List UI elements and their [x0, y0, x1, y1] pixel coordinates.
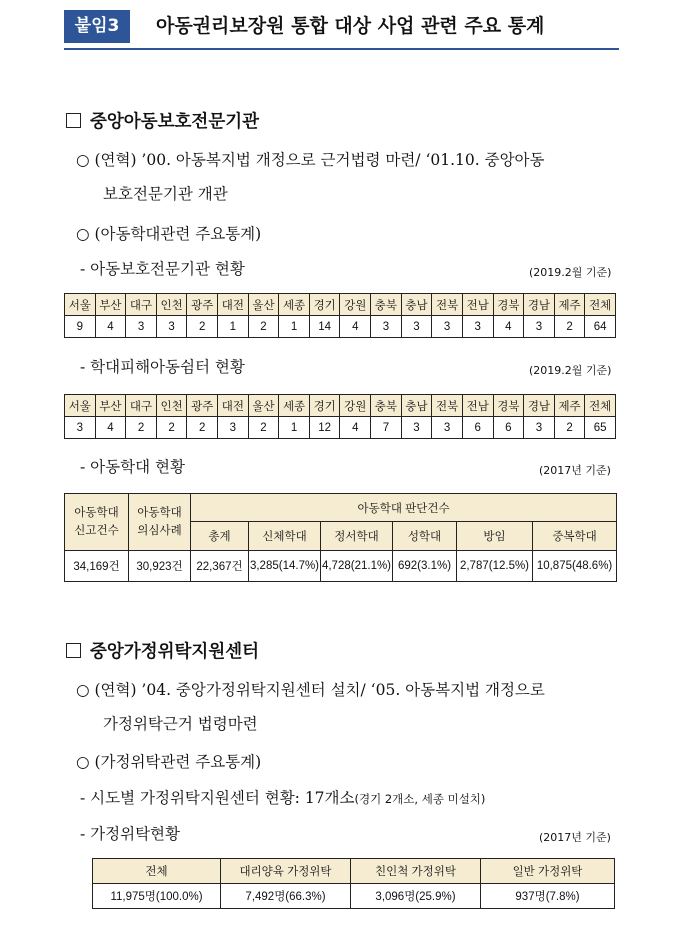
table-header-cell: 울산: [248, 395, 279, 417]
table-header-cell: 충남: [401, 395, 432, 417]
table-header-cell: 경기: [309, 294, 340, 316]
table-header-cell: 전북: [432, 294, 463, 316]
table-header-cell: 대구: [126, 294, 157, 316]
table-row: [93, 884, 615, 909]
table-header-cell: 전체: [93, 859, 221, 884]
section2-sub2-note: (2017년 기준): [539, 831, 611, 844]
section1-sub3: - 아동학대 현황: [80, 458, 185, 476]
section1-stats-heading: ○ (아동학대관련 주요통계): [76, 225, 262, 243]
checkbox-square-icon: [66, 113, 81, 128]
section2-sub2: - 가정위탁현황: [80, 825, 181, 843]
table-header-cell: 정서학대: [321, 522, 393, 551]
table-cell: 2: [156, 417, 187, 439]
table-cell: 34,169건: [65, 551, 129, 582]
table-cell: 3,096명(25.9%): [351, 884, 481, 909]
table-header-cell: 울산: [248, 294, 279, 316]
table-header-cell: 경남: [524, 294, 555, 316]
table-header-cell: 친인척 가정위탁: [351, 859, 481, 884]
table-row: [65, 551, 617, 582]
table-cell: 3: [218, 417, 249, 439]
table-cell: 2: [554, 316, 585, 338]
table-header-cell: 전남: [462, 294, 493, 316]
table-row: [65, 417, 616, 439]
table-header-row: [93, 859, 615, 884]
protection-agency-table: [64, 293, 616, 338]
table-cell: 65: [585, 417, 616, 439]
table-cell: 937명(7.8%): [481, 884, 615, 909]
table-cell: 4: [340, 316, 371, 338]
checkbox-square-icon: [66, 643, 81, 658]
table-cell: 3: [65, 417, 96, 439]
page-title: 아동권리보장원 통합 대상 사업 관련 주요 통계: [156, 15, 545, 37]
table-cell: 3: [524, 417, 555, 439]
section1-sub3-note: (2017년 기준): [539, 464, 611, 477]
section2-history-line1: ○ (연혁) ’04. 중앙가정위탁지원센터 설치/ ‘05. 아동복지법 개정으로: [76, 681, 545, 699]
shelter-table: [64, 394, 616, 439]
table-cell: 3,285(14.7%): [249, 551, 321, 582]
table-cell: 10,875(48.6%): [533, 551, 617, 582]
table-cell: 2: [248, 316, 279, 338]
table-header-cell: 대리양육 가정위탁: [221, 859, 351, 884]
table-cell: 3: [401, 417, 432, 439]
table-header-cell: 제주: [554, 395, 585, 417]
table-header-cell: 세종: [279, 395, 310, 417]
table-cell: 3: [432, 316, 463, 338]
table-header-cell: 강원: [340, 395, 371, 417]
table-header-cell: 신체학대: [249, 522, 321, 551]
table-cell: 2: [554, 417, 585, 439]
table-header-cell: 경북: [493, 395, 524, 417]
table-cell: 12: [309, 417, 340, 439]
table-header-cell: 대구: [126, 395, 157, 417]
table-header-cell: 일반 가정위탁: [481, 859, 615, 884]
table-cell: 7,492명(66.3%): [221, 884, 351, 909]
section1-sub1: - 아동보호전문기관 현황: [80, 260, 245, 278]
section1-heading: [66, 108, 259, 133]
table-header-cell: 방임: [457, 522, 533, 551]
section1-sub2-note: (2019.2월 기준): [529, 364, 612, 377]
table-cell: 6: [493, 417, 524, 439]
table-header-cell: 대전: [218, 395, 249, 417]
section2-history-line2: 가정위탁근거 법령마련: [103, 715, 258, 733]
table-header-cell: 충남: [401, 294, 432, 316]
section1-title: 중앙아동보호전문기관: [90, 112, 260, 132]
foster-care-table: [92, 858, 615, 909]
suspected-case-header: 아동학대 의심사례: [129, 494, 191, 551]
table-header-cell: 경북: [493, 294, 524, 316]
table-cell: 14: [309, 316, 340, 338]
table-header-cell: 전북: [432, 395, 463, 417]
table-cell: 3: [156, 316, 187, 338]
table-header-cell: 전체: [585, 395, 616, 417]
table-header-cell: 서울: [65, 395, 96, 417]
table-header-cell: 전남: [462, 395, 493, 417]
table-header-cell: 경기: [309, 395, 340, 417]
table-cell: 6: [462, 417, 493, 439]
table-cell: 4,728(21.1%): [321, 551, 393, 582]
section2-heading: [66, 638, 259, 663]
table-cell: 3: [371, 316, 402, 338]
table-header-cell: 충북: [371, 395, 402, 417]
section1-history-line1: ○ (연혁) ’00. 아동복지법 개정으로 근거법령 마련/ ‘01.10. 중앙아동: [76, 151, 545, 169]
table-cell: 64: [585, 316, 616, 338]
report-count-header: 아동학대 신고건수: [65, 494, 129, 551]
table-header-cell: 경남: [524, 395, 555, 417]
table-header-cell: 서울: [65, 294, 96, 316]
table-cell: 1: [279, 316, 310, 338]
table-cell: 7: [371, 417, 402, 439]
table-cell: 30,923건: [129, 551, 191, 582]
table-cell: 3: [524, 316, 555, 338]
table-header-cell: 인천: [156, 294, 187, 316]
table-header-cell: 세종: [279, 294, 310, 316]
table-cell: 3: [462, 316, 493, 338]
table-cell: 2: [187, 316, 218, 338]
table-cell: 4: [95, 316, 126, 338]
table-header-cell: 인천: [156, 395, 187, 417]
appendix-tag: 붙임3: [64, 10, 130, 43]
table-cell: 3: [126, 316, 157, 338]
table-cell: 3: [401, 316, 432, 338]
section1-sub2: - 학대피해아동쉼터 현황: [80, 358, 245, 376]
section2-stats-heading: ○ (가정위탁관련 주요통계): [76, 753, 262, 771]
table-header-cell: 총계: [191, 522, 249, 551]
table-cell: 9: [65, 316, 96, 338]
child-abuse-table: [64, 493, 617, 582]
table-header-cell: 대전: [218, 294, 249, 316]
table-cell: 692(3.1%): [393, 551, 457, 582]
table-header-cell: 부산: [95, 395, 126, 417]
table-cell: 4: [95, 417, 126, 439]
table-header-cell: 광주: [187, 395, 218, 417]
table-header-cell: 전체: [585, 294, 616, 316]
section1-sub1-note: (2019.2월 기준): [529, 266, 612, 279]
table-cell: 4: [340, 417, 371, 439]
table-cell: 2,787(12.5%): [457, 551, 533, 582]
table-cell: 11,975명(100.0%): [93, 884, 221, 909]
header-divider: [64, 48, 619, 50]
table-header-row: [65, 395, 616, 417]
table-header-cell: 충북: [371, 294, 402, 316]
table-header-cell: 성학대: [393, 522, 457, 551]
section2-title: 중앙가정위탁지원센터: [90, 642, 260, 662]
table-header-cell: 중복학대: [533, 522, 617, 551]
table-cell: 3: [432, 417, 463, 439]
table-header-cell: 부산: [95, 294, 126, 316]
table-cell: 22,367건: [191, 551, 249, 582]
table-cell: 2: [187, 417, 218, 439]
table-cell: 1: [218, 316, 249, 338]
table-row: [65, 316, 616, 338]
section1-history-line2: 보호전문기관 개관: [103, 185, 228, 203]
table-cell: 2: [126, 417, 157, 439]
table-header-cell: 제주: [554, 294, 585, 316]
judgment-count-header: 아동학대 판단건수: [191, 494, 617, 522]
table-cell: 4: [493, 316, 524, 338]
table-header-cell: 광주: [187, 294, 218, 316]
table-cell: 1: [279, 417, 310, 439]
table-cell: 2: [248, 417, 279, 439]
table-header-row: [65, 294, 616, 316]
section2-sub1: - 시도별 가정위탁지원센터 현황: 17개소(경기 2개소, 세종 미설치): [80, 789, 486, 807]
table-header-cell: 강원: [340, 294, 371, 316]
